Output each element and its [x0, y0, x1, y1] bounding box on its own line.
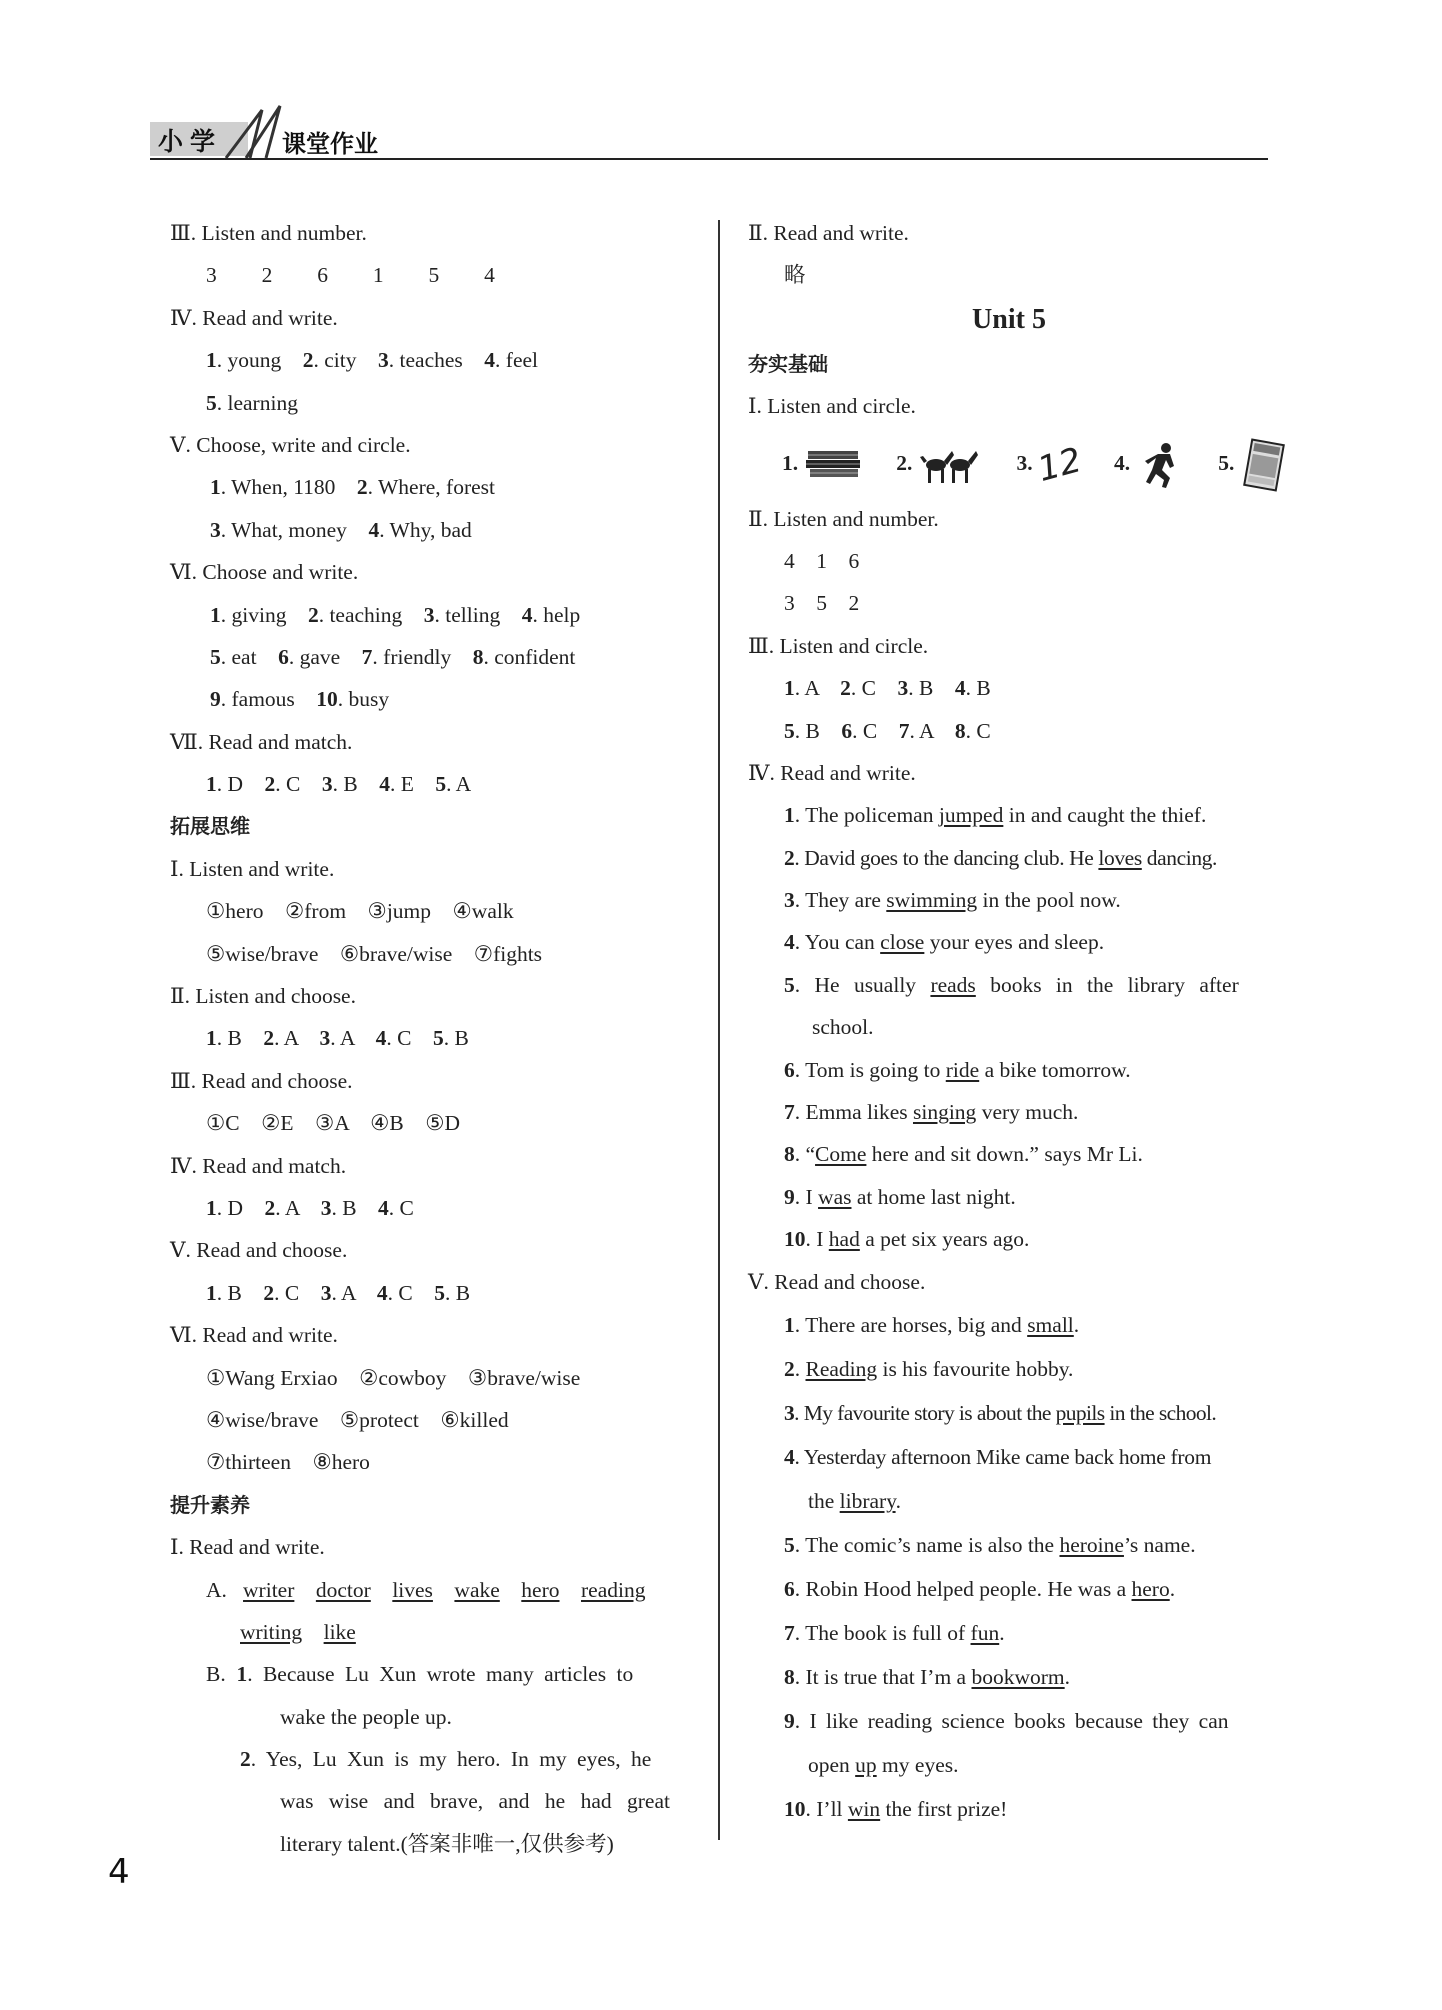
section-heading: Ⅳ. Read and match. — [170, 1153, 347, 1178]
section-heading: Ⅰ. Listen and write. — [170, 856, 335, 881]
page-number: 4 — [108, 1852, 130, 1892]
answer-line: wake the people up. — [280, 1704, 452, 1729]
storybook-icon — [1240, 438, 1288, 492]
answer-line: ⑤wise/brave ⑥brave/wise ⑦fights — [206, 941, 543, 966]
answer-line: ⑦thirteen ⑧hero — [206, 1450, 370, 1475]
sentence-line: 6. Tom is going to ride a bike tomorrow. — [784, 1057, 1131, 1082]
sentence-line: 8. “Come here and sit down.” says Mr Li. — [784, 1142, 1143, 1167]
answer-line: 2. Yes, Lu Xun is my hero. In my eyes, he — [240, 1747, 652, 1772]
sentence-line: 2. Reading is his favourite hobby. — [784, 1356, 1074, 1381]
part-heading: 提升素养 — [170, 1492, 250, 1517]
section-heading: Ⅱ. Read and write. — [748, 221, 909, 245]
books-icon — [804, 445, 864, 485]
answer-line: 3 5 2 — [784, 591, 860, 616]
answer-line: ④wise/brave ⑤protect ⑥killed — [206, 1407, 509, 1432]
unit-title: Unit 5 — [972, 303, 1046, 335]
answer-line: 5. learning — [206, 390, 298, 415]
sentence-line: 3. My favourite story is about the pupils in the school. — [784, 1400, 1217, 1425]
page-header — [150, 100, 1268, 160]
answer-line: 略 — [784, 263, 806, 288]
header-rule — [150, 158, 1268, 160]
section-heading: Ⅵ. Choose and write. — [170, 560, 359, 585]
sentence-line: 5. He usually reads books in the library after — [784, 972, 1239, 997]
picture-answers: 1. 2. 3. 12 4. 5. — [748, 428, 1270, 498]
sentence-line: 9. I like reading science books because they can — [784, 1708, 1229, 1733]
section-heading: Ⅰ. Read and write. — [170, 1535, 325, 1560]
answer-line: ①Wang Erxiao ②cowboy ③brave/wise — [206, 1365, 581, 1390]
sentence-line: 5. The comic’s name is also the heroine’s name. — [784, 1532, 1196, 1557]
answer-line: 5. B 6. C 7. A 8. C — [784, 718, 991, 743]
part-heading: 拓展思维 — [170, 814, 250, 839]
sentence-line: 10. I had a pet six years ago. — [784, 1227, 1030, 1252]
answer-line: 3. What, money 4. Why, bad — [210, 517, 472, 542]
section-heading: Ⅳ. Read and write. — [170, 305, 338, 330]
header-school: 小学 — [158, 127, 223, 156]
answer-line: 1. B 2. A 3. A 4. C 5. B — [206, 1026, 469, 1051]
answer-line: B. 1. Because Lu Xun wrote many articles to — [206, 1662, 634, 1687]
section-heading: Ⅴ. Choose, write and circle. — [170, 432, 411, 457]
answer-line: was wise and brave, and he had great — [280, 1789, 670, 1814]
sentence-line: 4. Yesterday afternoon Mike came back home from — [784, 1444, 1212, 1469]
section-heading: Ⅰ. Listen and circle. — [748, 394, 916, 419]
answer-line: ①hero ②from ③jump ④walk — [206, 899, 514, 924]
sentence-line: school. — [812, 1015, 874, 1040]
sentence-line: 3. They are swimming in the pool now. — [784, 888, 1121, 913]
section-heading: Ⅲ. Read and choose. — [170, 1068, 353, 1093]
answer-line: 1. D 2. C 3. B 4. E 5. A — [206, 772, 472, 797]
section-heading: Ⅵ. Read and write. — [170, 1323, 338, 1348]
sentence-line: 7. Emma likes singing very much. — [784, 1100, 1079, 1125]
answer-line: writing like — [240, 1619, 356, 1644]
sentence-line: 4. You can close your eyes and sleep. — [784, 930, 1105, 955]
answer-line: 3 2 6 1 5 4 — [206, 263, 495, 288]
answer-line: 1. B 2. C 3. A 4. C 5. B — [206, 1280, 471, 1305]
answer-line: A. writer doctor lives wake hero reading — [206, 1577, 646, 1602]
horses-icon — [918, 443, 984, 487]
answer-line: 4 1 6 — [784, 548, 860, 573]
sentence-line: 1. There are horses, big and small. — [784, 1312, 1080, 1337]
answer-line: 1. young 2. city 3. teaches 4. feel — [206, 348, 538, 373]
sentence-line: 9. I was at home last night. — [784, 1184, 1016, 1209]
section-heading: Ⅱ. Listen and number. — [748, 506, 939, 531]
answer-line: 9. famous 10. busy — [210, 687, 390, 712]
section-heading: Ⅴ. Read and choose. — [748, 1269, 926, 1294]
sentence-line: 1. The policeman jumped in and caught the thief. — [784, 803, 1207, 828]
section-heading: Ⅲ. Listen and number. — [170, 221, 367, 245]
answer-line: 1. A 2. C 3. B 4. B — [784, 676, 991, 701]
sentence-line: 2. David goes to the dancing club. He loves dancing. — [784, 845, 1218, 870]
answer-line: 1. giving 2. teaching 3. telling 4. help — [210, 602, 581, 627]
section-heading: Ⅱ. Listen and choose. — [170, 984, 356, 1009]
answer-line: 1. D 2. A 3. B 4. C — [206, 1195, 414, 1220]
answer-line: literary talent.(答案非唯一,仅供参考) — [280, 1831, 614, 1856]
sentence-line: 7. The book is full of fun. — [784, 1620, 1005, 1645]
sentence-line: 8. It is true that I’m a bookworm. — [784, 1664, 1071, 1689]
part-heading: 夯实基础 — [748, 351, 828, 376]
section-heading: Ⅶ. Read and match. — [170, 729, 353, 754]
header-book-title: 课堂作业 — [282, 130, 378, 158]
left-column — [170, 212, 695, 1865]
section-heading: Ⅳ. Read and write. — [748, 760, 916, 785]
column-divider — [718, 220, 720, 1840]
section-heading: Ⅴ. Read and choose. — [170, 1238, 348, 1263]
running-man-icon — [1136, 440, 1186, 490]
number-12-icon: 12 — [1033, 439, 1086, 490]
sentence-line: the library. — [808, 1488, 901, 1513]
sentence-line: 10. I’ll win the first prize! — [784, 1796, 1008, 1821]
sentence-line: open up my eyes. — [808, 1752, 959, 1777]
answer-line: 1. When, 1180 2. Where, forest — [210, 475, 496, 500]
answer-line: ①C ②E ③A ④B ⑤D — [206, 1111, 461, 1136]
sentence-line: 6. Robin Hood helped people. He was a hero. — [784, 1576, 1176, 1601]
answer-line: 5. eat 6. gave 7. friendly 8. confident — [210, 644, 576, 669]
right-column — [748, 212, 1270, 1831]
section-heading: Ⅲ. Listen and circle. — [748, 633, 929, 658]
